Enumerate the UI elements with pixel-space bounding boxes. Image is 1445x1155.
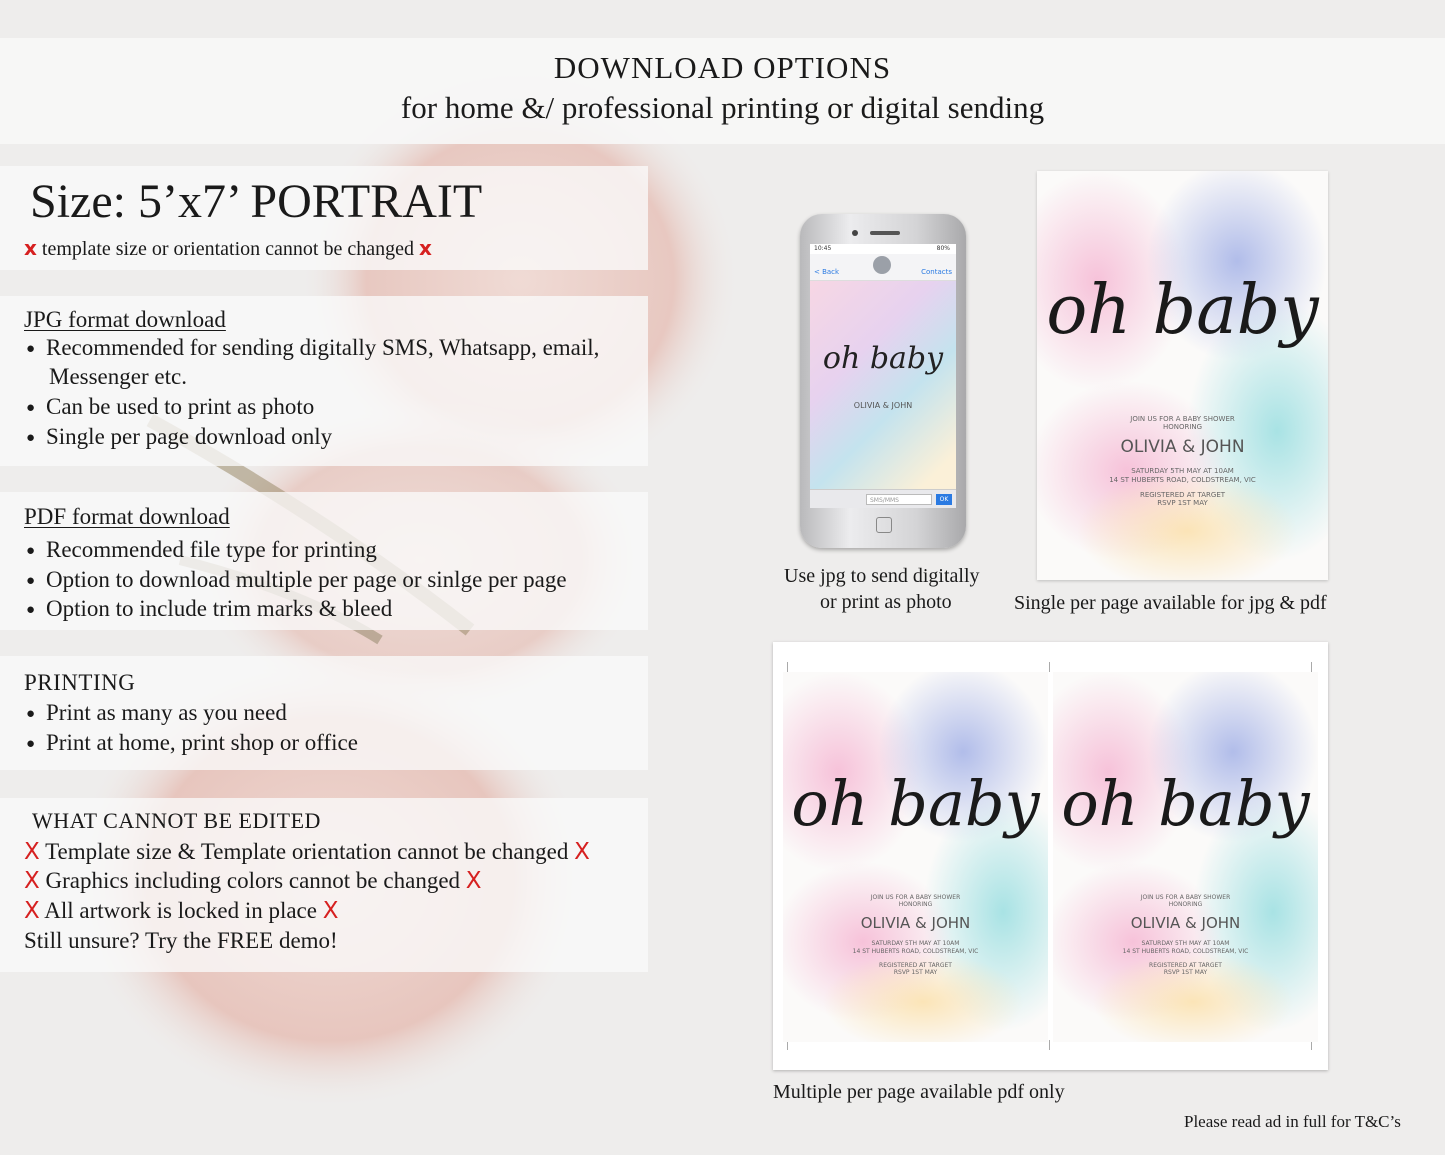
invite-script: oh baby bbox=[1046, 271, 1319, 350]
phone-screen bbox=[810, 244, 956, 508]
list-item: ● Option to download multiple per page or sinlge per page bbox=[26, 567, 567, 592]
bullet-icon: ● bbox=[26, 400, 36, 417]
printing-heading: PRINTING bbox=[24, 670, 136, 695]
invite-rsvp: RSVP 1ST MAY bbox=[893, 969, 938, 976]
edit-panel bbox=[0, 798, 648, 972]
bullet-icon: ● bbox=[26, 573, 36, 590]
red-x-icon: X bbox=[24, 898, 40, 924]
watercolor-background bbox=[1037, 171, 1328, 580]
invite-address: 14 ST HUBERTS ROAD, COLDSTREAM, VIC bbox=[1109, 476, 1256, 484]
invite-rsvp: RSVP 1ST MAY bbox=[1163, 969, 1208, 976]
invite-line1: JOIN US FOR A BABY SHOWER bbox=[1130, 415, 1235, 423]
edit-heading: WHAT CANNOT BE EDITED bbox=[32, 808, 321, 833]
invite-date: SATURDAY 5TH MAY AT 10AM bbox=[1141, 940, 1230, 947]
size-heading: Size: 5’x7’ PORTRAIT bbox=[30, 175, 483, 228]
phone-speaker bbox=[870, 231, 900, 235]
invite-registry: REGISTERED AT TARGET bbox=[1149, 962, 1222, 969]
bullet-icon: ● bbox=[26, 736, 36, 753]
invite-address: 14 ST HUBERTS ROAD, COLDSTREAM, VIC bbox=[852, 948, 979, 955]
multiple-caption: Multiple per page available pdf only bbox=[773, 1081, 1065, 1103]
invite-names: OLIVIA & JOHN bbox=[853, 401, 913, 410]
header-banner bbox=[0, 38, 1445, 144]
list-item: ● Single per page download only bbox=[26, 424, 333, 449]
red-x-icon: X bbox=[322, 898, 339, 924]
ok-button[interactable]: OK bbox=[936, 494, 952, 505]
jpg-panel bbox=[0, 296, 648, 466]
compose-bar bbox=[810, 489, 956, 508]
back-button[interactable]: < Back bbox=[814, 268, 840, 276]
invite-registry: REGISTERED AT TARGET bbox=[1139, 491, 1226, 499]
bullet-icon: ● bbox=[26, 602, 36, 619]
bullet-icon: ● bbox=[26, 341, 36, 358]
phone-caption-line1: Use jpg to send digitally bbox=[784, 565, 980, 587]
page-subtitle: for home &/ professional printing or digital sending bbox=[400, 90, 1045, 125]
status-time: 10:45 bbox=[814, 245, 832, 252]
trim-mark bbox=[787, 662, 788, 672]
bullet-icon: ● bbox=[26, 430, 36, 447]
contacts-button[interactable]: Contacts bbox=[921, 268, 952, 276]
list-item: ● Print as many as you need bbox=[26, 700, 287, 725]
invite-names: OLIVIA & JOHN bbox=[860, 914, 971, 932]
status-bar bbox=[810, 244, 956, 254]
invite-line2: HONORING bbox=[1168, 901, 1203, 908]
pdf-panel bbox=[0, 492, 648, 630]
list-item-continued: Messenger etc. bbox=[49, 364, 187, 389]
invite-script: oh baby bbox=[791, 767, 1040, 840]
pdf-heading: PDF format download bbox=[24, 504, 230, 529]
trim-mark bbox=[1049, 1040, 1050, 1050]
invite-line1: JOIN US FOR A BABY SHOWER bbox=[1140, 894, 1231, 901]
invite-address: 14 ST HUBERTS ROAD, COLDSTREAM, VIC bbox=[1122, 948, 1249, 955]
invite-registry: REGISTERED AT TARGET bbox=[879, 962, 952, 969]
single-caption: Single per page available for jpg & pdf bbox=[1014, 592, 1327, 614]
size-panel bbox=[0, 166, 648, 270]
sms-input[interactable]: SMS/MMS bbox=[866, 494, 932, 505]
sheet-invite-left bbox=[783, 672, 1048, 1042]
phone-invite-image bbox=[810, 281, 956, 489]
red-x-icon: X bbox=[24, 839, 40, 865]
invite-names: OLIVIA & JOHN bbox=[1130, 914, 1241, 932]
contact-avatar bbox=[873, 256, 891, 274]
multiple-invite-sheet bbox=[773, 642, 1328, 1070]
invite-date: SATURDAY 5TH MAY AT 10AM bbox=[871, 940, 960, 947]
size-note bbox=[24, 236, 432, 261]
jpg-heading: JPG format download bbox=[24, 307, 226, 332]
list-item: ● Option to include trim marks & bleed bbox=[26, 596, 393, 621]
invite-line1: JOIN US FOR A BABY SHOWER bbox=[870, 894, 961, 901]
list-item: X Graphics including colors cannot be changed X bbox=[24, 868, 482, 894]
page-title: DOWNLOAD OPTIONS bbox=[553, 50, 892, 85]
status-battery: 80% bbox=[936, 245, 950, 252]
red-x-icon: x bbox=[24, 236, 37, 260]
invite-date: SATURDAY 5TH MAY AT 10AM bbox=[1131, 467, 1234, 475]
red-x-icon: X bbox=[24, 868, 40, 894]
demo-text: Still unsure? Try the FREE demo! bbox=[24, 928, 338, 953]
trim-mark bbox=[1311, 662, 1312, 672]
red-x-icon: x bbox=[418, 236, 432, 260]
bullet-icon: ● bbox=[26, 706, 36, 723]
message-header bbox=[810, 254, 956, 281]
phone-mockup bbox=[800, 214, 966, 548]
invite-names: OLIVIA & JOHN bbox=[1120, 437, 1245, 457]
size-note-text: template size or orientation cannot be changed bbox=[41, 238, 414, 260]
phone-home-button bbox=[876, 517, 892, 533]
watercolor-background bbox=[783, 672, 1048, 1042]
invite-script: oh baby bbox=[1061, 767, 1310, 840]
printing-panel bbox=[0, 656, 648, 770]
list-item: ● Print at home, print shop or office bbox=[26, 730, 358, 755]
red-x-icon: X bbox=[574, 839, 590, 865]
list-item: X All artwork is locked in place X bbox=[24, 898, 339, 924]
list-item: X Template size & Template orientation cannot be changed X bbox=[24, 839, 590, 865]
invite-rsvp: RSVP 1ST MAY bbox=[1157, 499, 1208, 507]
invite-line2: HONORING bbox=[898, 901, 933, 908]
footer-note: Please read ad in full for T&C’s bbox=[1184, 1112, 1401, 1131]
phone-caption-line2: or print as photo bbox=[820, 591, 952, 613]
invite-script: oh baby bbox=[822, 341, 944, 376]
list-item: ● Recommended file type for printing bbox=[26, 537, 377, 562]
red-x-icon: X bbox=[465, 868, 482, 894]
invite-line2: HONORING bbox=[1162, 423, 1203, 431]
list-item: ● Recommended for sending digitally SMS, Whatsapp, email, bbox=[26, 335, 600, 360]
single-invite-card bbox=[1037, 171, 1328, 580]
phone-camera bbox=[852, 230, 858, 236]
list-item: ● Can be used to print as photo bbox=[26, 394, 315, 419]
sheet-invite-right bbox=[1053, 672, 1318, 1042]
watercolor-background bbox=[1053, 672, 1318, 1042]
trim-mark bbox=[1049, 662, 1050, 672]
bullet-icon: ● bbox=[26, 543, 36, 560]
